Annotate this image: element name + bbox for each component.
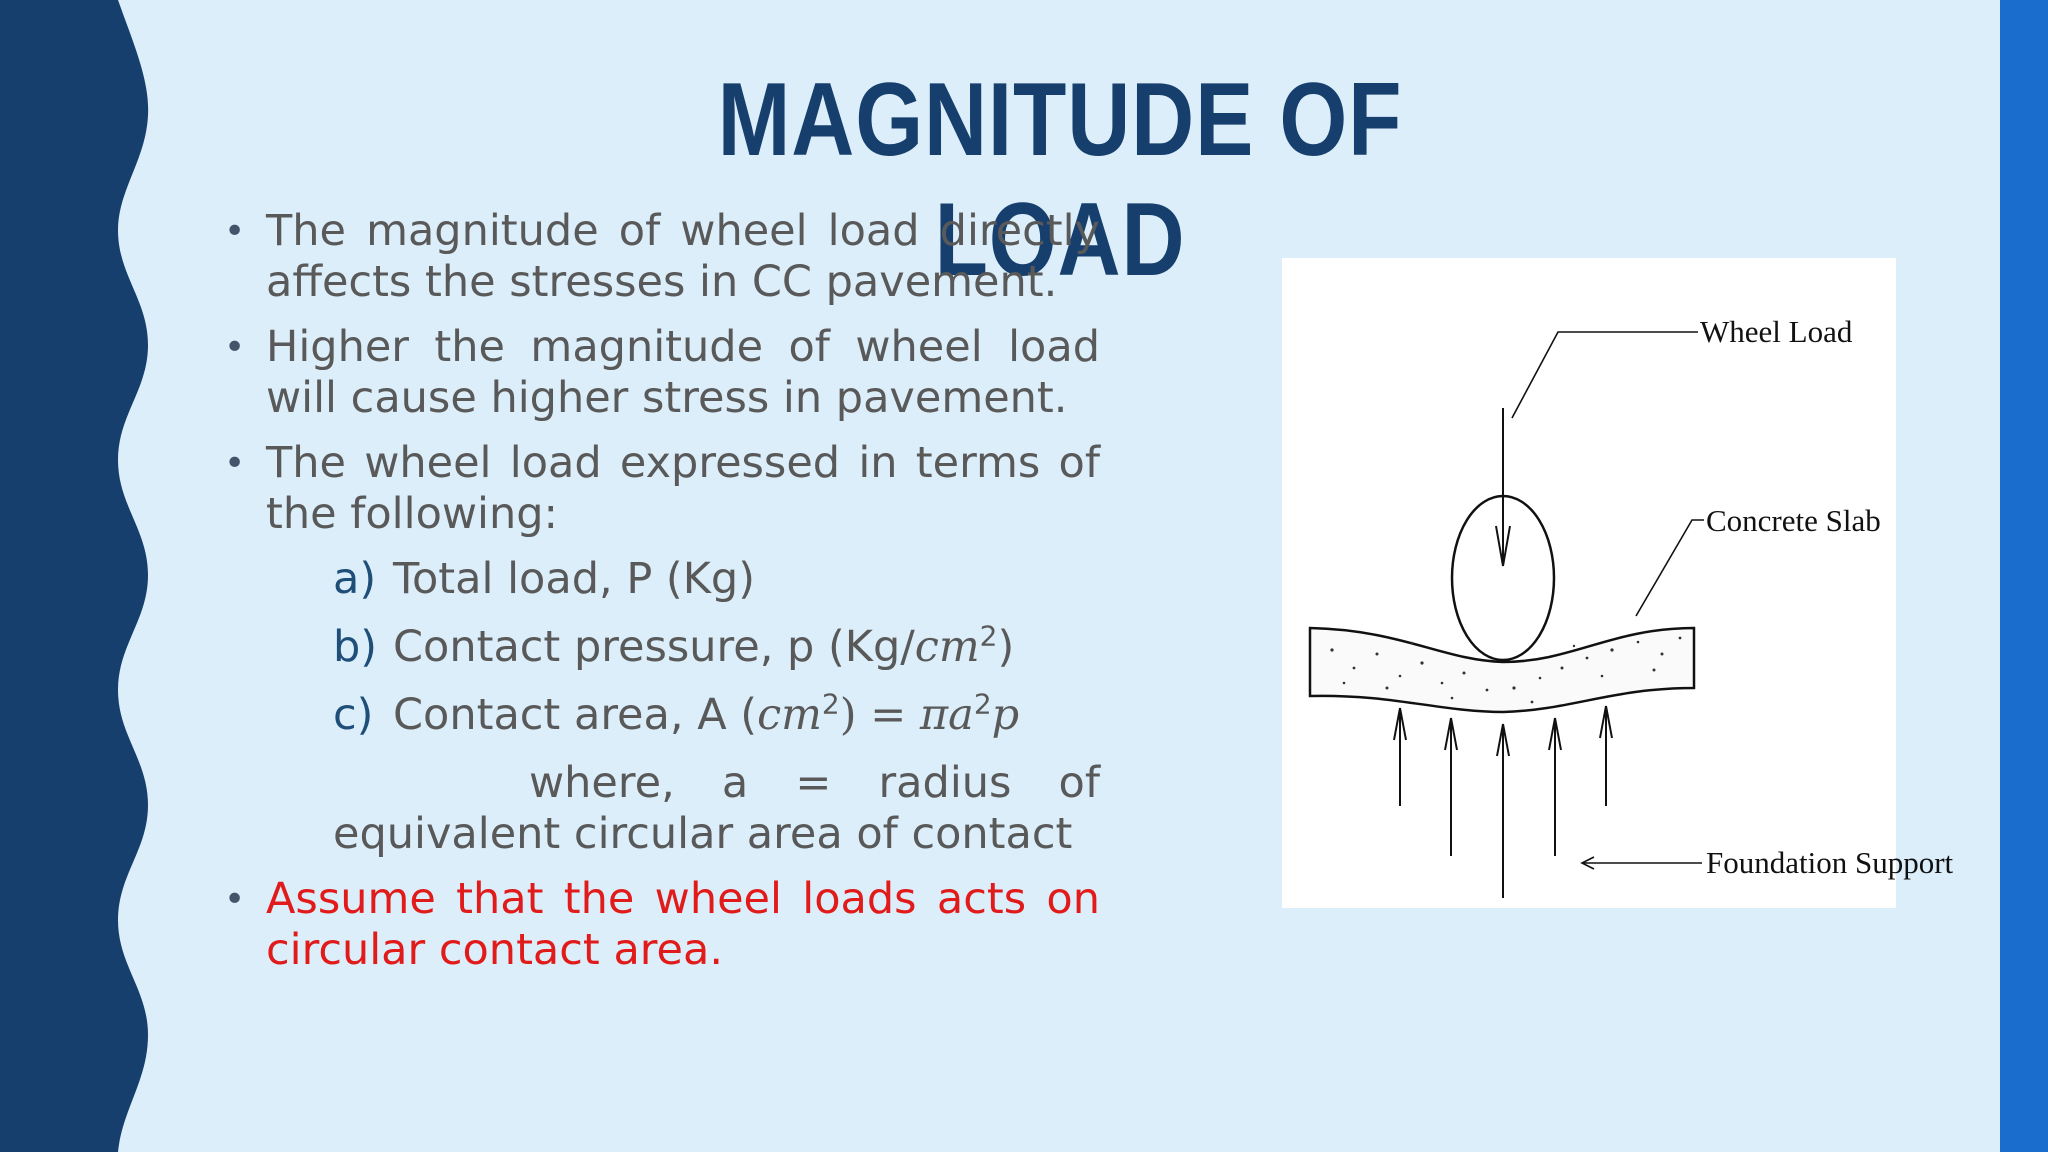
where-line-1: where, a = radius of: [529, 758, 1100, 808]
foundation-support-label: Foundation Support: [1706, 845, 1954, 880]
math-equals: ) =: [839, 690, 920, 740]
sub-item-suffix: ): [997, 622, 1015, 672]
decorative-wave-band: [0, 0, 150, 1152]
math-p: p: [991, 690, 1020, 740]
math-unit: cm: [914, 622, 980, 672]
concrete-slab-shape: [1310, 628, 1694, 712]
diagram-svg: [1282, 258, 1954, 908]
bullet-text: The wheel load expressed in terms of the following:: [266, 438, 1100, 539]
sub-item-contact-pressure: [220, 619, 1100, 673]
math-pi-a: πa: [919, 690, 974, 740]
bullet-dot-icon: •: [224, 211, 246, 252]
bullet-dot-icon: •: [224, 443, 246, 484]
bullet-item: [220, 206, 1100, 308]
sub-item-total-load: [220, 554, 1100, 605]
sub-item-contact-area: [220, 687, 1100, 741]
sub-item-text: Contact area, A (: [393, 690, 758, 740]
foundation-support-arrows: [1394, 706, 1612, 898]
bullet-item: [220, 438, 1100, 540]
sub-item-label: b): [333, 622, 378, 672]
sub-item-text: Contact pressure, p (Kg/: [393, 622, 915, 672]
wheel-load-leader: [1512, 332, 1698, 418]
math-exponent: 2: [979, 619, 998, 653]
bullet-dot-icon: •: [224, 327, 246, 368]
bullet-item: [220, 322, 1100, 424]
where-line-2: equivalent circular area of contact: [333, 809, 1073, 859]
bullet-dot-icon: •: [224, 879, 246, 920]
where-definition: [220, 758, 1100, 860]
wheel-load-label: Wheel Load: [1700, 314, 1853, 349]
wheel-load-diagram: [1282, 258, 1954, 908]
math-exponent: 2: [821, 687, 840, 721]
slide-body: [220, 206, 1100, 990]
bullet-item-assumption: [220, 874, 1100, 976]
math-unit: cm: [757, 690, 822, 740]
decorative-right-band: [2000, 0, 2048, 1152]
bullet-text: Higher the magnitude of wheel load will cause higher stress in pavement.: [266, 322, 1100, 423]
concrete-slab-leader: [1636, 520, 1704, 616]
sub-item-label: c): [333, 690, 374, 740]
concrete-slab-label: Concrete Slab: [1706, 503, 1881, 538]
math-exponent: 2: [973, 687, 992, 721]
sub-item-text: Total load, P (Kg): [393, 554, 755, 604]
slide-title: MAGNITUDE OF LOAD: [717, 62, 1403, 298]
bullet-text: Assume that the wheel loads acts on circular contact area.: [266, 874, 1100, 975]
bullet-text: The magnitude of wheel load directly affects the stresses in CC pavement.: [266, 206, 1100, 307]
sub-item-label: a): [333, 554, 377, 604]
